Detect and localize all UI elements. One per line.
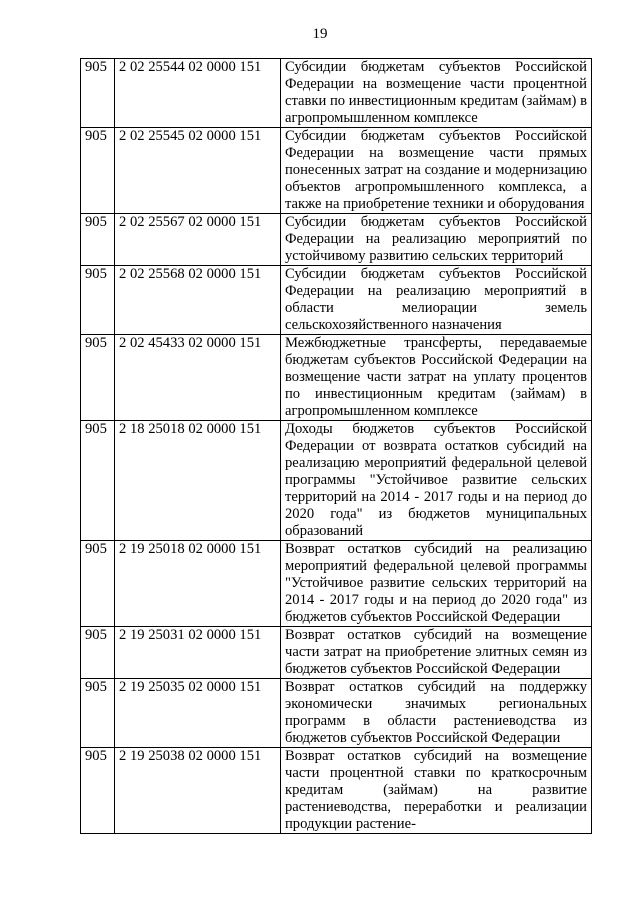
admin-code-cell: 905 [81, 541, 115, 627]
budget-code-cell: 2 19 25031 02 0000 151 [115, 627, 281, 679]
description-cell: Субсидии бюджетам субъектов Российской Федерации на реализацию мероприятий в области мелиорации земель сельскохозяйственного назначения [281, 266, 592, 335]
description-cell: Возврат остатков субсидий на реализацию мероприятий федеральной целевой программы "Устойчивое развитие сельских территорий на 2014 - 2017 годы и на период до 2020 года" из бюджетов субъектов Российской Федерации [281, 541, 592, 627]
budget-classification-table [80, 58, 592, 834]
description-cell: Доходы бюджетов субъектов Российской Федерации от возврата остатков субсидий на реализацию мероприятий федеральной целевой программы "Устойчивое развитие сельских территорий на 2014 - 2017 годы и на период до 2020 года" из бюджетов муниципальных образований [281, 421, 592, 541]
budget-code-cell: 2 19 25038 02 0000 151 [115, 748, 281, 834]
admin-code-cell: 905 [81, 421, 115, 541]
admin-code-cell: 905 [81, 748, 115, 834]
description-cell: Возврат остатков субсидий на возмещение части затрат на приобретение элитных семян из бюджетов субъектов Российской Федерации [281, 627, 592, 679]
table-row [81, 214, 592, 266]
budget-code-cell: 2 02 45433 02 0000 151 [115, 335, 281, 421]
description-cell: Субсидии бюджетам субъектов Российской Федерации на возмещение части прямых понесенных затрат на создание и модернизацию объектов агропромышленного комплекса, а также на приобретение техники и оборудования [281, 128, 592, 214]
admin-code-cell: 905 [81, 679, 115, 748]
admin-code-cell: 905 [81, 627, 115, 679]
budget-code-cell: 2 02 25545 02 0000 151 [115, 128, 281, 214]
description-cell: Субсидии бюджетам субъектов Российской Федерации на реализацию мероприятий по устойчивому развитию сельских территорий [281, 214, 592, 266]
budget-code-cell: 2 19 25018 02 0000 151 [115, 541, 281, 627]
admin-code-cell: 905 [81, 128, 115, 214]
budget-code-cell: 2 02 25568 02 0000 151 [115, 266, 281, 335]
table-row [81, 679, 592, 748]
table-row [81, 627, 592, 679]
admin-code-cell: 905 [81, 266, 115, 335]
table-row [81, 128, 592, 214]
table-row [81, 266, 592, 335]
table-row [81, 748, 592, 834]
table-row [81, 541, 592, 627]
description-cell: Возврат остатков субсидий на поддержку экономически значимых региональных программ в области растениеводства из бюджетов субъектов Российской Федерации [281, 679, 592, 748]
table-row [81, 421, 592, 541]
admin-code-cell: 905 [81, 59, 115, 128]
admin-code-cell: 905 [81, 214, 115, 266]
budget-code-cell: 2 02 25567 02 0000 151 [115, 214, 281, 266]
description-cell: Субсидии бюджетам субъектов Российской Федерации на возмещение части процентной ставки по инвестиционным кредитам (займам) в агропромышленном комплексе [281, 59, 592, 128]
description-cell: Межбюджетные трансферты, передаваемые бюджетам субъектов Российской Федерации на возмещение части затрат на уплату процентов по инвестиционным кредитам (займам) в агропромышленном комплексе [281, 335, 592, 421]
table-row [81, 335, 592, 421]
page-number: 19 [312, 26, 328, 42]
budget-code-cell: 2 18 25018 02 0000 151 [115, 421, 281, 541]
table-row [81, 59, 592, 128]
budget-code-cell: 2 02 25544 02 0000 151 [115, 59, 281, 128]
description-cell: Возврат остатков субсидий на возмещение части процентной ставки по краткосрочным кредитам (займам) на развитие растениеводства, переработки и реализации продукции растение- [281, 748, 592, 834]
admin-code-cell: 905 [81, 335, 115, 421]
budget-code-cell: 2 19 25035 02 0000 151 [115, 679, 281, 748]
